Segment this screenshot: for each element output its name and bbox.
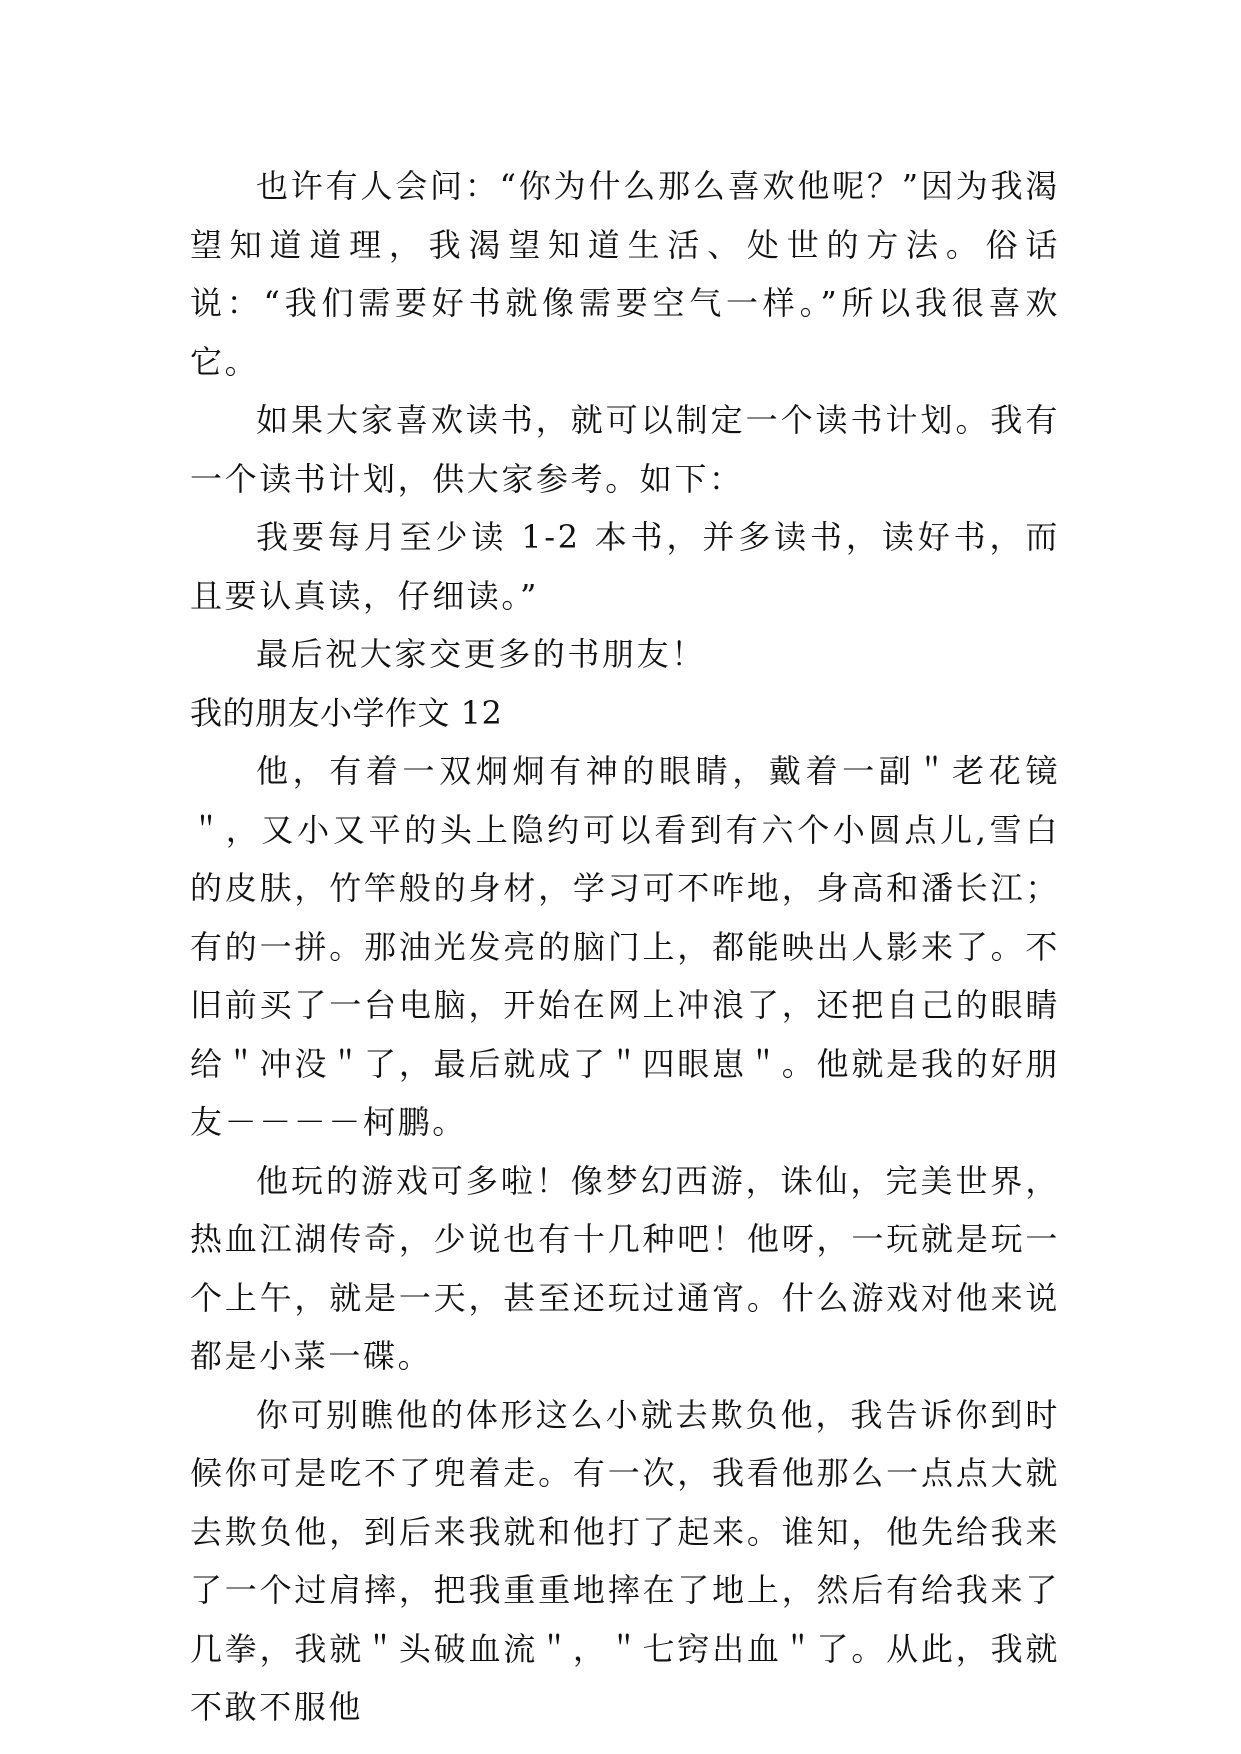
section-heading: 我的朋友小学作文 12 <box>190 693 503 732</box>
document-body <box>190 157 1060 1737</box>
paragraph: 我要每月至少读 1-2 本书，并多读书，读好书，而且要认真读，仔细读。” <box>190 518 1060 615</box>
paragraph: 如果大家喜欢读书，就可以制定一个读书计划。我有一个读书计划，供大家参考。如下： <box>190 401 1060 498</box>
paragraph: 你可别瞧他的体形这么小就去欺负他，我告诉你到时候你可是吃不了兜着走。有一次，我看他那么一点点大就去欺负他，到后来我就和他打了起来。谁知，他先给我来了一个过肩摔，把我重重地摔在了地上，然后有给我来了几拳，我就＂头破血流＂，＂七窍出血＂了。从此，我就不敢不服他 <box>190 1395 1060 1726</box>
paragraph: 最后祝大家交更多的书朋友！ <box>256 635 706 673</box>
paragraph: 他，有着一双炯炯有神的眼睛，戴着一副＂老花镜＂，又小又平的头上隐约可以看到有六个小圆点儿,雪白的皮肤，竹竿般的身材，学习可不咋地，身高和潘长江；有的一拼。那油光发亮的脑门上，都能映出人影来了。不旧前买了一台电脑，开始在网上冲浪了，还把自己的眼睛给＂冲没＂了，最后就成了＂四眼崽＂。他就是我的好朋友－－－－柯鹏。 <box>190 752 1060 1141</box>
paragraph: 他玩的游戏可多啦！像梦幻西游，诛仙，完美世界，热血江湖传奇，少说也有十几种吧！他呀，一玩就是玩一个上午，就是一天，甚至还玩过通宵。什么游戏对他来说都是小菜一碟。 <box>190 1161 1060 1375</box>
paragraph: 也许有人会问：“你为什么那么喜欢他呢？”因为我渴望知道道理，我渴望知道生活、处世的方法。俗话说：“我们需要好书就像需要空气一样。”所以我很喜欢它。 <box>190 167 1060 381</box>
